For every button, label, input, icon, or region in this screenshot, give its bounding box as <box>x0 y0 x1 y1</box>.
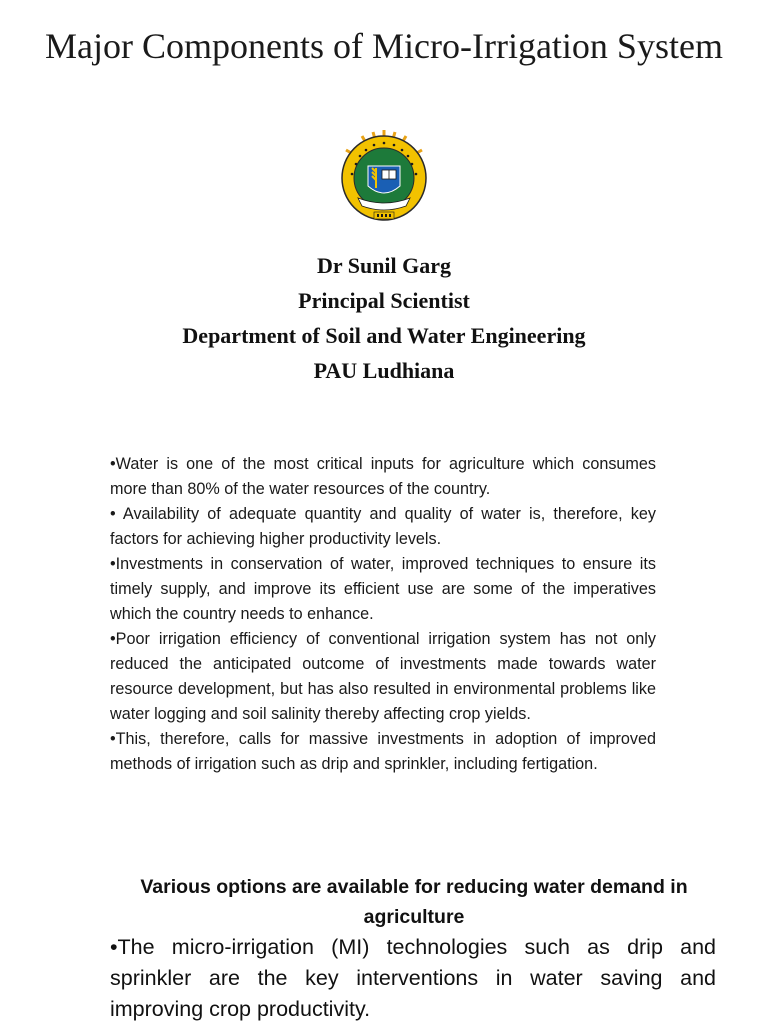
page-title: Major Components of Micro-Irrigation System <box>45 26 723 66</box>
university-emblem-icon <box>336 128 432 224</box>
author-institution: PAU Ludhiana <box>313 358 455 383</box>
bullet-item: •Water is one of the most critical inputs for agriculture which consumes more than 80% of the water resources of the country. <box>110 455 656 498</box>
section-bullet: •The micro-irrigation (MI) technologies such as drip and sprinkler are the key interventions in water saving and improving crop productivity. <box>110 935 716 1021</box>
author-department: Department of Soil and Water Engineering <box>182 323 586 348</box>
section-heading: Various options are available for reducing water demand in agriculture <box>140 876 688 928</box>
author-name: Dr Sunil Garg <box>316 253 452 278</box>
bullet-item: •This, therefore, calls for massive investments in adoption of improved methods of irrigation such as drip and sprinkler, including fertigation. <box>110 730 656 773</box>
author-block <box>40 248 728 388</box>
bullet-item: •Investments in conservation of water, improved techniques to ensure its timely supply, and improve its efficient use are some of the imperatives which the country needs to enhance. <box>110 555 656 623</box>
section-text <box>110 932 716 1025</box>
emblem-graphic <box>336 128 432 224</box>
bullet-item: •Poor irrigation efficiency of conventional irrigation system has not only reduced the anticipated outcome of investments made towards water resource development, but has also resulted in environmental problems like water logging and soil salinity thereby affecting crop yields. <box>110 630 656 723</box>
bullet-item: • Availability of adequate quantity and quality of water is, therefore, key factors for achieving higher productivity levels. <box>110 505 656 548</box>
bullet-list <box>110 452 656 777</box>
author-designation: Principal Scientist <box>298 288 470 313</box>
